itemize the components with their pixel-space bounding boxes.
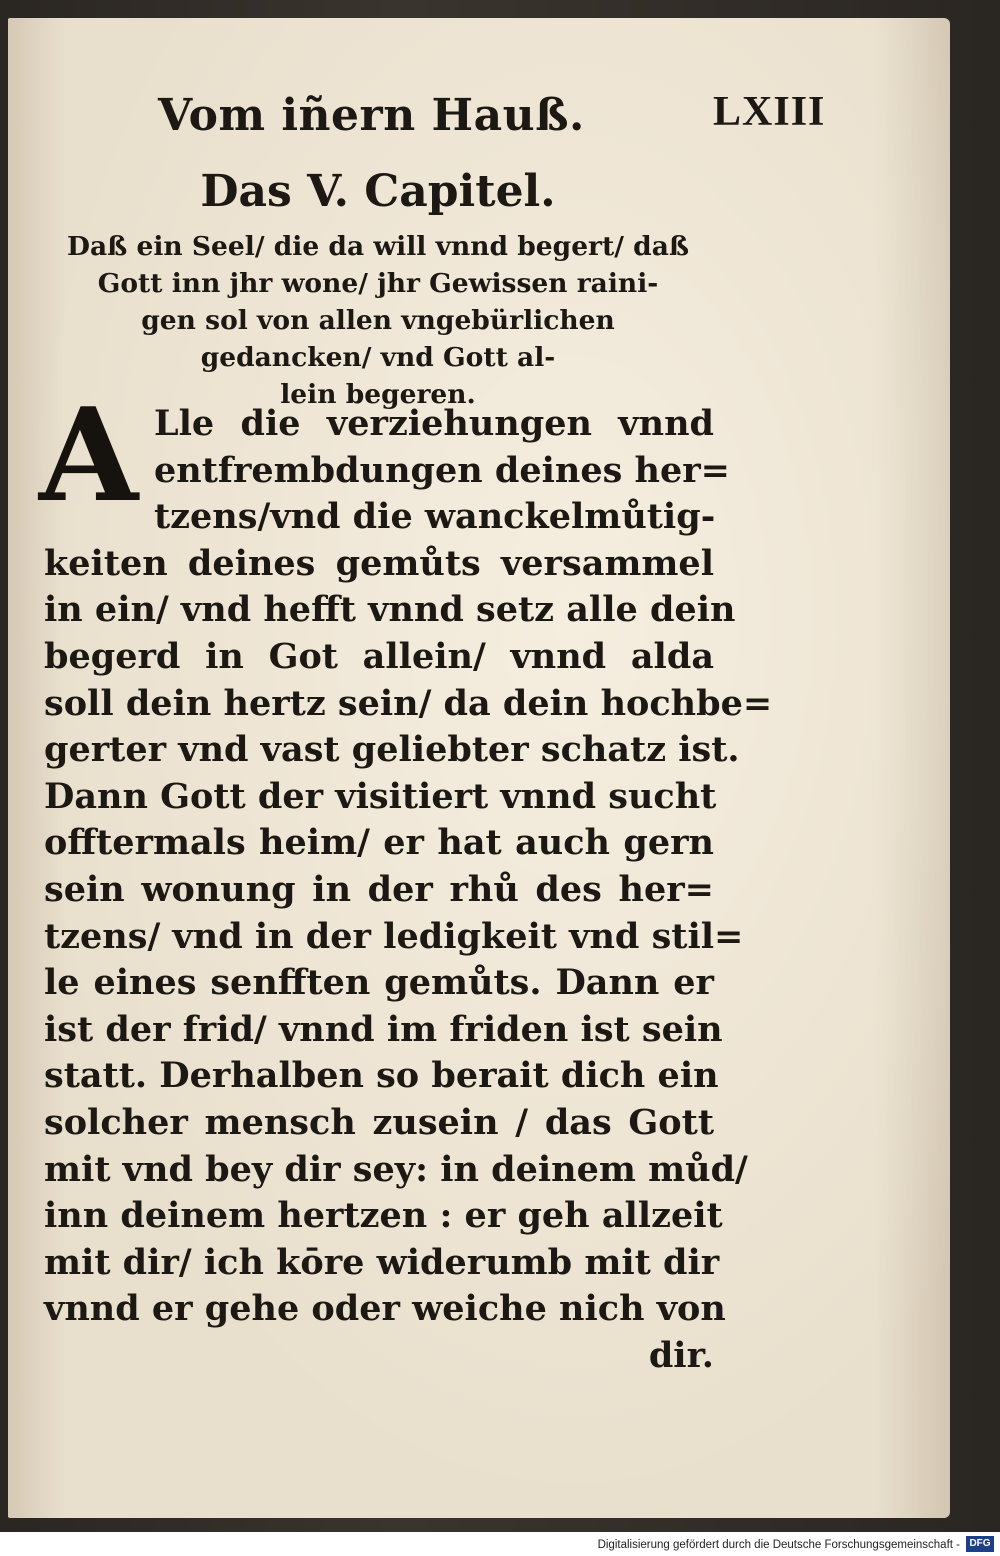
text-line: le eines senfften gemůts. Dann er (44, 962, 714, 1004)
running-head: Vom iñern Hauß. (158, 90, 585, 141)
summary-line: Daß ein Seel/ die da will vnnd begert/ daß (66, 231, 689, 262)
summary-line: Gott inn jhr wone/ jhr Gewissen raini- (97, 268, 659, 299)
text-line: tzens/ vnd in der ledigkeit vnd stil= (44, 915, 744, 957)
text-line: dir. (648, 1334, 714, 1376)
book-page (8, 18, 950, 1518)
decorated-initial: A (38, 381, 139, 531)
text-line: gerter vnd vast geliebter schatz ist. (44, 729, 740, 771)
text-line: statt. Derhalben so berait dich ein (44, 1055, 719, 1097)
dfg-logo[interactable]: DFG (966, 1536, 994, 1552)
folio-number: LXIII (713, 89, 826, 135)
text-line: entfrembdungen deines her= (154, 449, 731, 491)
text-line: solcher mensch zusein / das Gott (44, 1101, 714, 1143)
body-text (44, 401, 773, 1379)
text-line: tzens/vnd die wanckelmůtig- (154, 496, 716, 538)
summary-line: gen sol von allen vngebürlichen (141, 305, 615, 336)
text-line: Lle die verziehungen vnnd (154, 403, 714, 444)
footer-credit: Digitalisierung gefördert durch die Deutsche Forschungsgemeinschaft - (597, 1539, 960, 1551)
text-line: begerd in Got allein/ vnnd alda (44, 635, 714, 677)
text-line: in ein/ vnd hefft vnnd setz alle dein (44, 589, 736, 631)
text-line: offtermals heim/ er hat auch gern (44, 822, 714, 864)
text-line: inn deinem hertzen : er geh allzeit (44, 1195, 723, 1237)
text-line: vnnd er gehe oder weiche nich von (44, 1288, 726, 1330)
text-line: mit vnd bey dir sey: in deinem můd/ (44, 1148, 748, 1190)
text-line: soll dein hertz sein/ da dein hochbe= (44, 682, 773, 724)
summary-line: gedancken/ vnd Gott al- (200, 342, 556, 373)
text-line: Dann Gott der visitiert vnnd sucht (44, 775, 717, 817)
chapter-title: Das V. Capitel. (200, 166, 556, 217)
text-line: keiten deines gemůts versammel (44, 542, 714, 584)
summary-line: lein begeren. (280, 379, 476, 410)
text-line: ist der frid/ vnnd im friden ist sein (44, 1008, 723, 1050)
text-line: sein wonung in der rhů des her= (44, 868, 714, 910)
text-line: mit dir/ ich kōre widerumb mit dir (44, 1241, 720, 1283)
